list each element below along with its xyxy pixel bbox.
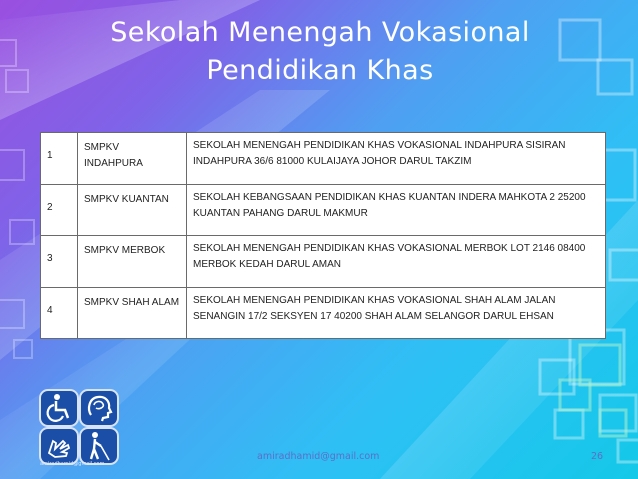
- row-number-cell: 2: [41, 184, 78, 236]
- school-table: [40, 132, 606, 339]
- title-line-1: Sekolah Menengah Vokasional: [110, 17, 530, 48]
- table-row: [41, 287, 606, 339]
- school-short-name-cell: SMPKV SHAH ALAM: [78, 287, 187, 339]
- row-number-cell: 4: [41, 287, 78, 339]
- row-number-cell: 1: [41, 133, 78, 185]
- row-number-cell: 3: [41, 236, 78, 288]
- sign-language-hand-icon: [39, 427, 79, 465]
- table-row: [41, 133, 606, 185]
- school-short-name-cell: SMPKV MERBOK: [78, 236, 187, 288]
- logo-email-text: amiradhamid@gmail.com: [40, 461, 105, 467]
- school-full-address-cell: SEKOLAH MENENGAH PENDIDIKAN KHAS VOKASIONAL MERBOK LOT 2146 08400 MERBOK KEDAH DARUL AMAN: [187, 236, 606, 288]
- table-row: [41, 236, 606, 288]
- school-full-address-cell: SEKOLAH MENENGAH PENDIDIKAN KHAS VOKASIONAL INDAHPURA SISIRAN INDAHPURA 36/6 81000 KULAIJAYA JOHOR DARUL TAKZIM: [187, 133, 606, 185]
- head-brain-icon: [79, 389, 119, 427]
- wheelchair-icon: [39, 389, 79, 427]
- special-education-logo: [39, 389, 119, 464]
- slide-title: [60, 14, 580, 90]
- school-short-name-cell: SMPKV INDAHPURA: [78, 133, 187, 185]
- title-line-2: Pendidikan Khas: [206, 55, 434, 86]
- school-full-address-cell: SEKOLAH MENENGAH PENDIDIKAN KHAS VOKASIONAL SHAH ALAM JALAN SENANGIN 17/2 SEKSYEN 17 40200 SHAH ALAM SELANGOR DARUL EHSAN: [187, 287, 606, 339]
- blind-cane-icon: [79, 427, 119, 465]
- table-row: [41, 184, 606, 236]
- page-number: 26: [591, 451, 604, 462]
- school-full-address-cell: SEKOLAH KEBANGSAAN PENDIDIKAN KHAS KUANTAN INDERA MAHKOTA 2 25200 KUANTAN PAHANG DARUL MAKMUR: [187, 184, 606, 236]
- school-short-name-cell: SMPKV KUANTAN: [78, 184, 187, 236]
- footer-email: amiradhamid@gmail.com: [257, 451, 380, 462]
